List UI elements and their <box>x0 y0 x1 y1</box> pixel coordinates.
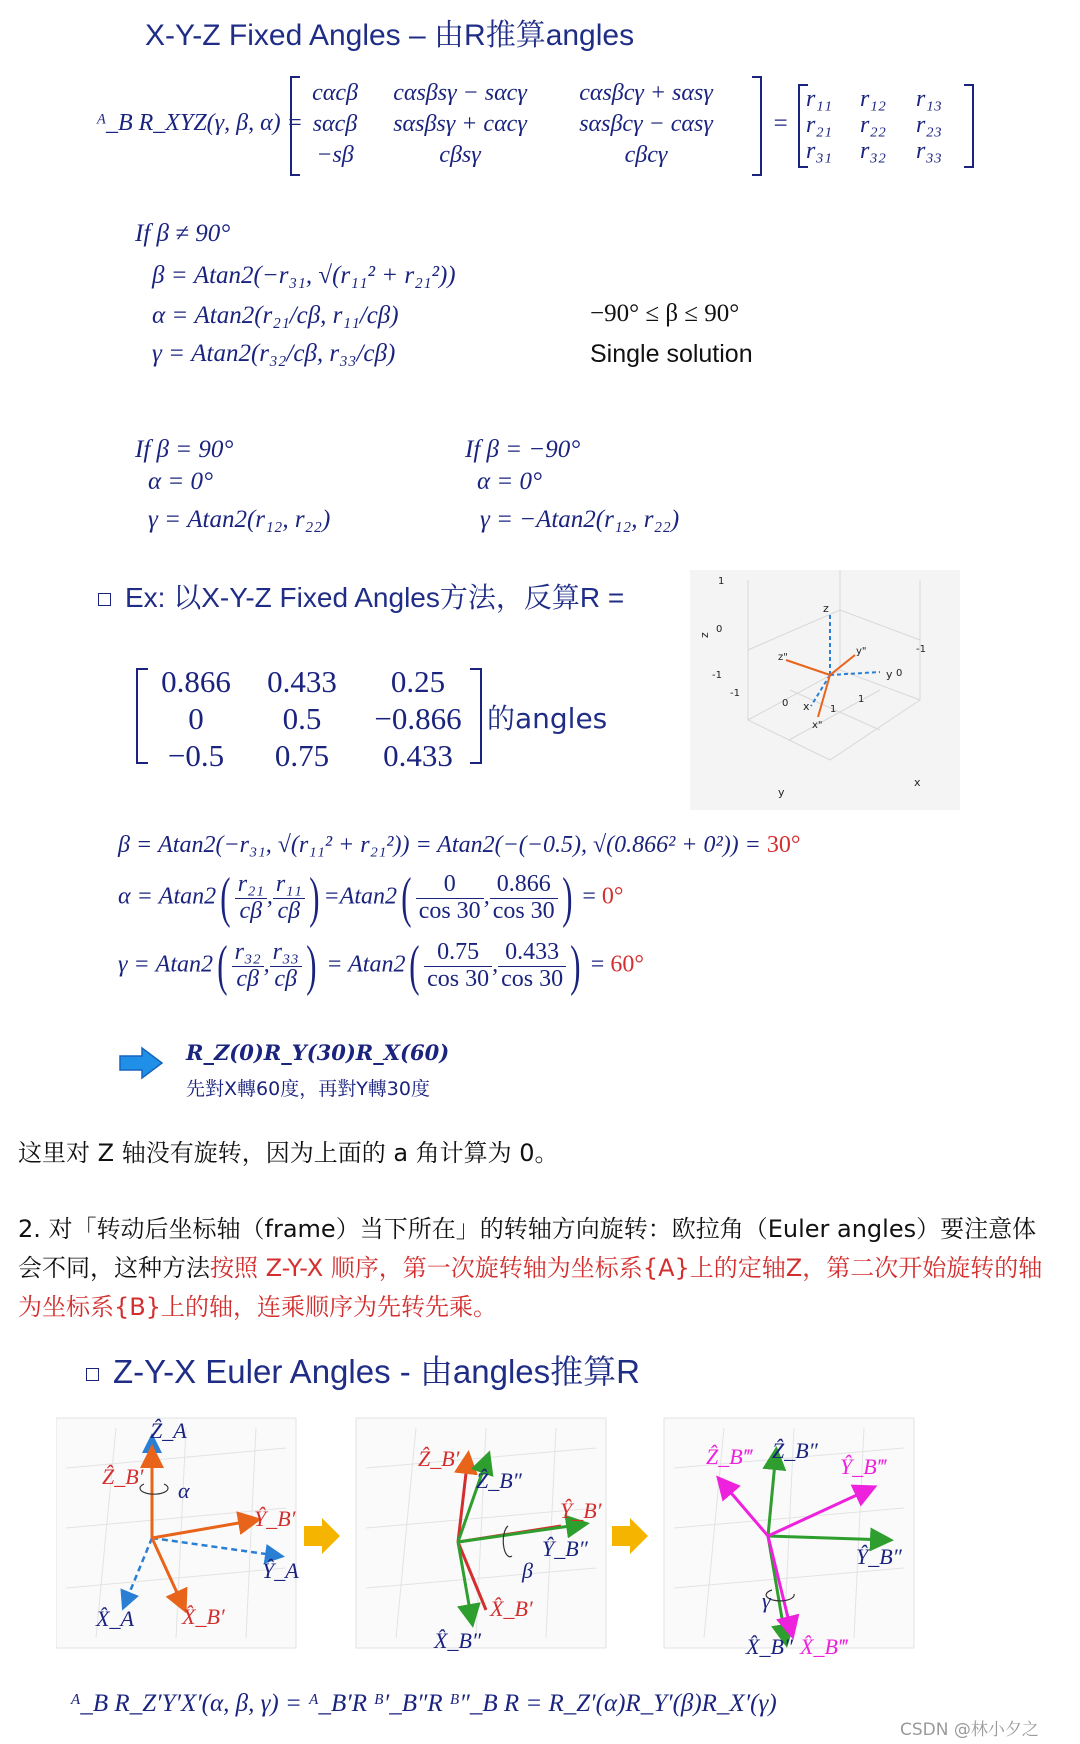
euler-formula: ᴬ_B R_Z′Y′X′(α, β, γ) = ᴬ_B′R ᴮ′_B″R ᴮ″_B R = R_Z′(α)R_Y′(β)R_X′(γ) <box>70 1690 777 1717</box>
alpha-equals: = <box>582 883 596 910</box>
alpha-f2-num: r₁₁ <box>273 872 305 898</box>
fig3-ybb-label: Ŷ_B″ <box>856 1544 902 1569</box>
r-matrix-cell: r₁₃ <box>916 86 943 112</box>
plot-x-axis-label: x <box>914 776 921 789</box>
case-pos90-alpha: α = 0° <box>148 468 213 495</box>
example-matrix-cell: 0.5 <box>282 701 322 736</box>
plot-tick-z0: 0 <box>716 624 723 635</box>
fig1-za-label: Ẑ_A <box>150 1418 187 1443</box>
example-matrix-cell: 0.25 <box>390 664 446 699</box>
plot-tick-y1: 1 <box>830 704 837 715</box>
r-matrix-cell: r₂₃ <box>916 112 943 138</box>
gamma-f1-den: cβ <box>236 965 259 992</box>
example-suffix: 的angles <box>487 702 608 735</box>
rotation-matrix-cell: cβcγ <box>624 142 668 168</box>
paragraph-euler-red: 按照 Z-Y-X 顺序，第一次旋转轴为坐标系{A}上的定轴Z，第二次开始旋转的轴为坐标系{B}上的轴，连乘顺序为先转先乘。 <box>18 1254 1043 1321</box>
alpha-g1-num: 0 <box>416 872 484 898</box>
plot-x-label: x <box>803 700 810 713</box>
fig1-ya-label: Ŷ_A <box>262 1558 299 1583</box>
r-matrix-cell: r₂₂ <box>860 112 887 138</box>
rotation-matrix-cell: sαcβ <box>312 111 358 137</box>
case-pos90-gamma: γ = Atan2(r₁₂, r₂₂) <box>148 506 331 533</box>
matrix-equals: = <box>772 110 789 137</box>
alpha-f1-num: r₂₁ <box>235 872 267 898</box>
rotation-matrix-cell: sαsβcγ − cαsγ <box>579 111 713 137</box>
gamma-f2-den: cβ <box>274 965 297 992</box>
euler-title-text: Z-Y-X Euler Angles - 由angles推算R <box>113 1353 640 1390</box>
fig3-ybbb-label: Ŷ_B‴ <box>840 1454 886 1479</box>
gamma-g1-num: 0.75 <box>424 940 492 966</box>
gamma-g1-den: cos 30 <box>427 965 490 992</box>
gamma-f1-num: r₃₂ <box>232 940 264 966</box>
r-matrix-cell: r₁₁ <box>806 86 833 112</box>
example-matrix-cell: −0.866 <box>374 701 462 736</box>
matrix-bracket-right <box>752 76 762 176</box>
matrix-bracket-left <box>290 76 300 176</box>
paragraph-euler <box>18 1210 1058 1327</box>
plot-tick-y0: 0 <box>782 698 789 709</box>
plot-tick-x1: 1 <box>858 694 865 705</box>
example-matrix-cell: 0.433 <box>383 738 453 773</box>
case-general-header: If β ≠ 90° <box>135 220 231 247</box>
beta-range: −90° ≤ β ≤ 90° <box>590 300 740 327</box>
beta-computation-lhs: β = Atan2(−r₃₁, √(r₁₁² + r₂₁²)) = Atan2(−(−0.5), √(0.866² + 0²)) = <box>118 832 761 858</box>
fig3-xbb-label: X̂_B″ <box>746 1634 794 1659</box>
plot-tick-xm1: -1 <box>916 644 926 655</box>
plot-tick-zm1: -1 <box>712 670 722 681</box>
r-matrix-cell: r₃₃ <box>916 138 943 164</box>
rotation-matrix-cell: cαsβcγ + sαsγ <box>579 80 713 106</box>
r-matrix-cell: r₂₁ <box>806 112 833 138</box>
plot-z-label: z <box>823 602 829 615</box>
beta-result: 30° <box>766 832 801 858</box>
conclusion-text: 先對X轉60度，再對Y轉30度 <box>186 1078 430 1100</box>
fig2-xb-label: X̂_B′ <box>490 1596 533 1621</box>
plot-y-label: y <box>886 668 893 681</box>
case-general-alpha: α = Atan2(r₂₁/cβ, r₁₁/cβ) <box>152 302 399 329</box>
alpha-mid: =Atan2 <box>323 883 398 910</box>
paragraph-note: 这里对 Z 轴没有旋转，因为上面的 a 角计算为 0。 <box>18 1139 559 1167</box>
rotation-matrix-cell: cαsβsγ − sαcγ <box>393 80 527 106</box>
case-neg90-header: If β = −90° <box>465 436 581 463</box>
alpha-lhs: α = Atan2 <box>118 883 217 910</box>
fig2-beta-label: β <box>522 1558 533 1583</box>
example-heading <box>98 576 624 616</box>
alpha-result: 0° <box>601 883 624 910</box>
bullet-square-icon <box>98 593 111 606</box>
example-matrix-cell: 0.75 <box>274 738 330 773</box>
gamma-lhs: γ = Atan2 <box>118 951 213 978</box>
plot-tick-z1: 1 <box>718 576 725 587</box>
r-matrix-cell: r₃₂ <box>860 138 887 164</box>
plot-z-axis-label: z <box>698 632 711 638</box>
single-solution-note: Single solution <box>590 340 753 368</box>
plot-xpp-label: x" <box>812 720 823 731</box>
gamma-f2-num: r₃₃ <box>270 940 302 966</box>
gamma-computation: γ = Atan2( $\frac{\text{r₃₂}}{c\beta}$ , $\frac{\text{r₃₃}}{c\beta}$ ) = Atan2( $\frac{0.75}{\cos 30}$ , $\frac{0.433}{\cos 30}$ ) = 60° <box>118 935 644 997</box>
alpha-g1-den: cos 30 <box>418 897 481 924</box>
example-heading-text: Ex: 以X-Y-Z Fixed Angles方法，反算R = <box>125 582 625 613</box>
case-neg90-gamma: γ = −Atan2(r₁₂, r₂₂) <box>480 506 680 533</box>
gamma-g2-num: 0.433 <box>498 940 566 966</box>
euler-title <box>86 1346 640 1393</box>
fig2-ybb-label: Ŷ_B″ <box>542 1536 588 1561</box>
example-matrix-cell: 0.433 <box>267 664 337 699</box>
right-arrow-icon <box>304 1518 340 1554</box>
right-arrow-icon <box>118 1046 164 1080</box>
case-pos90-header: If β = 90° <box>135 436 234 463</box>
fig1-yb-label: Ŷ_B′ <box>254 1506 296 1531</box>
alpha-computation: α = Atan2( $\frac{\text{r₂₁}}{c\beta}$ , $\frac{\text{r₁₁}}{c\beta}$ ) =Atan2( $\frac{0}{\cos 30}$ , $\frac{0.866}{\cos 30}$ ) = 0° <box>118 867 624 929</box>
gamma-g2-den: cos 30 <box>501 965 564 992</box>
fig2-yb-label: Ŷ_B′ <box>560 1498 602 1523</box>
alpha-f1-den: cβ <box>239 897 263 924</box>
case-general-beta: β = Atan2(−r₃₁, √(r₁₁² + r₂₁²)) <box>152 262 456 289</box>
right-arrow-icon <box>612 1518 648 1554</box>
plot-zpp-label: z" <box>778 652 788 663</box>
fixed-angles-title: X-Y-Z Fixed Angles – 由R推算angles <box>145 19 635 52</box>
fig3-zbb-label: Ẑ_B″ <box>772 1438 818 1463</box>
fig1-zb-label: Ẑ_B′ <box>102 1464 144 1489</box>
gamma-equals: = <box>590 951 605 978</box>
fig2-xbb-label: X̂_B″ <box>434 1628 482 1653</box>
gamma-result: 60° <box>610 951 644 978</box>
fig3-xbbb-label: X̂_B‴ <box>800 1634 848 1659</box>
plot-y-axis-label: y <box>778 786 785 799</box>
fig1-xa-label: X̂_A <box>96 1606 134 1631</box>
rotation-matrix-cell: cαcβ <box>312 80 358 106</box>
rotation-matrix-cell: −sβ <box>316 142 354 168</box>
r-matrix-cell: r₁₂ <box>860 86 887 112</box>
example-3d-plot <box>690 570 960 810</box>
fig3-gamma-label: γ <box>762 1588 771 1613</box>
rotation-matrix-cell: cβsγ <box>439 142 481 168</box>
fig2-zb-label: Ẑ_B′ <box>418 1446 460 1471</box>
case-neg90-alpha: α = 0° <box>477 468 542 495</box>
plot-tick-x0: 0 <box>896 668 903 679</box>
alpha-f2-den: cβ <box>277 897 301 924</box>
conclusion-formula: R_Z(0)R_Y(30)R_X(60) <box>186 1040 450 1065</box>
fig2-zbb-label: Ẑ_B″ <box>476 1468 522 1493</box>
r-matrix-cell: r₃₁ <box>806 138 833 164</box>
paragraph-euler-black: 2. 对「转动后坐标轴（frame）当下所在」的转轴方向旋转：欧拉角（Euler angles）要注意体会不同，这种方法 <box>18 1215 1037 1282</box>
rotation-lhs: ᴬ_B R_XYZ(γ, β, α) = <box>96 110 303 136</box>
gamma-mid: = Atan2 <box>326 951 406 978</box>
case-general-gamma: γ = Atan2(r₃₂/cβ, r₃₃/cβ) <box>152 340 396 367</box>
plot-tick-ym1: -1 <box>730 688 740 699</box>
rotation-matrix-cell: sαsβsγ + cαcγ <box>393 111 527 137</box>
ex-matrix-bracket-right <box>470 668 482 764</box>
euler-figures <box>56 1408 1046 1670</box>
plot-ypp-label: y" <box>856 646 867 657</box>
alpha-g2-num: 0.866 <box>490 872 558 898</box>
fig1-alpha-label: α <box>178 1478 190 1503</box>
beta-computation <box>118 832 800 859</box>
alpha-g2-den: cos 30 <box>492 897 555 924</box>
fig1-xb-label: X̂_B′ <box>182 1604 225 1629</box>
fig3-zbbb-label: Ẑ_B‴ <box>706 1444 752 1469</box>
example-matrix-cell: −0.5 <box>167 738 225 773</box>
watermark: CSDN @林小夕之 <box>900 1720 1039 1740</box>
bullet-square-icon <box>86 1368 99 1381</box>
example-matrix-cell: 0.866 <box>161 664 231 699</box>
example-matrix-cell: 0 <box>188 701 204 736</box>
